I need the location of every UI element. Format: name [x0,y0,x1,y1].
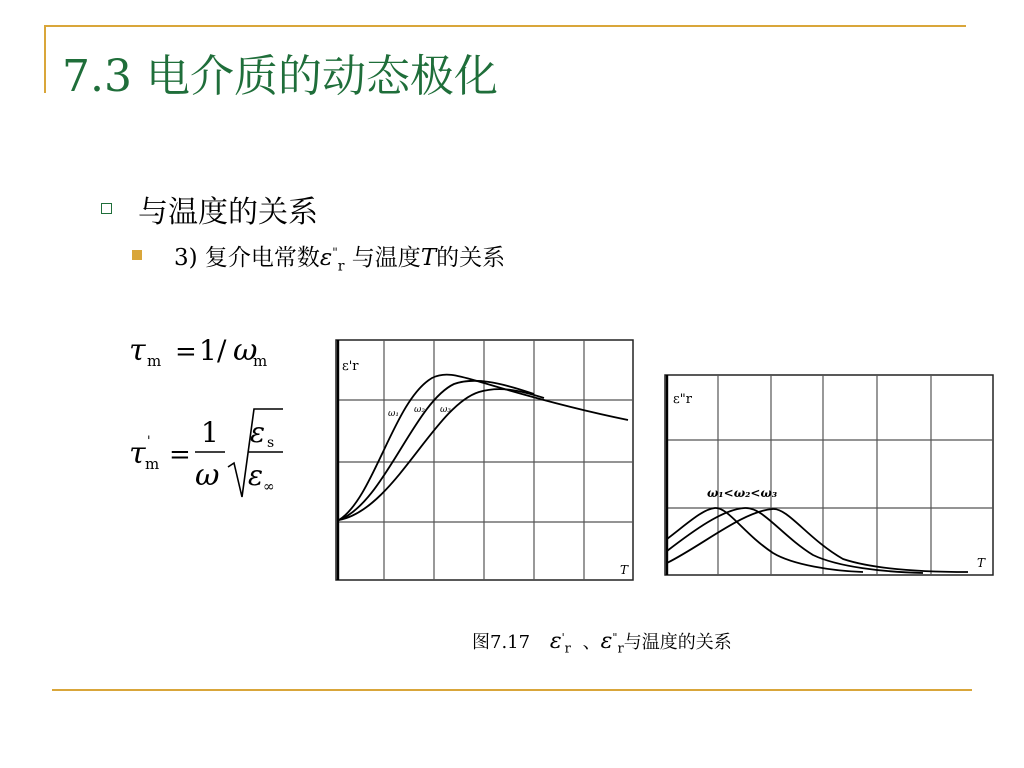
filled-square-bullet-icon [132,250,142,260]
svg-text:∞: ∞ [263,479,275,495]
svg-text:/: / [217,334,227,367]
hollow-square-bullet-icon [101,203,112,214]
svg-text:τ: τ [129,436,146,471]
svg-text:ε: ε [250,416,266,449]
slide-title: 7.3 电介质的动态极化 [62,51,498,102]
epsilon-symbol: ε [600,629,613,654]
curve-label-omega1: ω₁ [388,409,399,419]
figure-eps-real-vs-T [334,338,638,584]
curve-label-omega3: ω₃ [440,405,451,415]
curve-label-omega2: ω₂ [414,405,425,415]
y-axis-label: ε"r [673,392,692,407]
svg-text:ε: ε [248,459,264,492]
formula-tau-m-prime [125,405,295,505]
svg-text:ω: ω [195,458,220,493]
svg-text:m: m [253,352,268,370]
svg-text:1: 1 [199,334,217,367]
figure-eps-imag-vs-T [663,373,996,579]
svg-text:=: = [169,440,191,470]
x-axis-label: T [620,563,629,577]
figure-caption: 图7.17 $\varepsilon'_r$ 、$\varepsilon^"_r$与温度的关系 [472,629,732,657]
svg-text:τ: τ [129,333,146,368]
svg-text:m: m [147,352,162,370]
sub-bullet-text: 3) 复介电常数$\varepsilon^"_r$ 与温度T的关系 [174,245,506,275]
y-axis-label: ε'r [342,359,359,374]
epsilon-symbol: ε [319,245,333,271]
sub-bullet-complex-permittivity [132,239,505,275]
svg-text:ω: ω [233,333,258,368]
omega-relation-label: ω₁<ω₂<ω₃ [707,486,778,500]
formula-tau-m [125,330,285,374]
bottom-rule [52,689,972,691]
epsilon-symbol: ε [549,629,562,654]
svg-text:': ' [147,434,151,449]
bullet-temperature-relation [104,187,318,231]
svg-text:s: s [267,435,275,451]
x-axis-label: T [977,556,986,570]
left-rule [44,25,46,93]
svg-text:m: m [145,455,160,473]
svg-text:=: = [175,337,197,367]
svg-text:1: 1 [201,416,219,449]
bullet-text: 与温度的关系 [138,195,318,230]
top-rule [44,25,966,27]
